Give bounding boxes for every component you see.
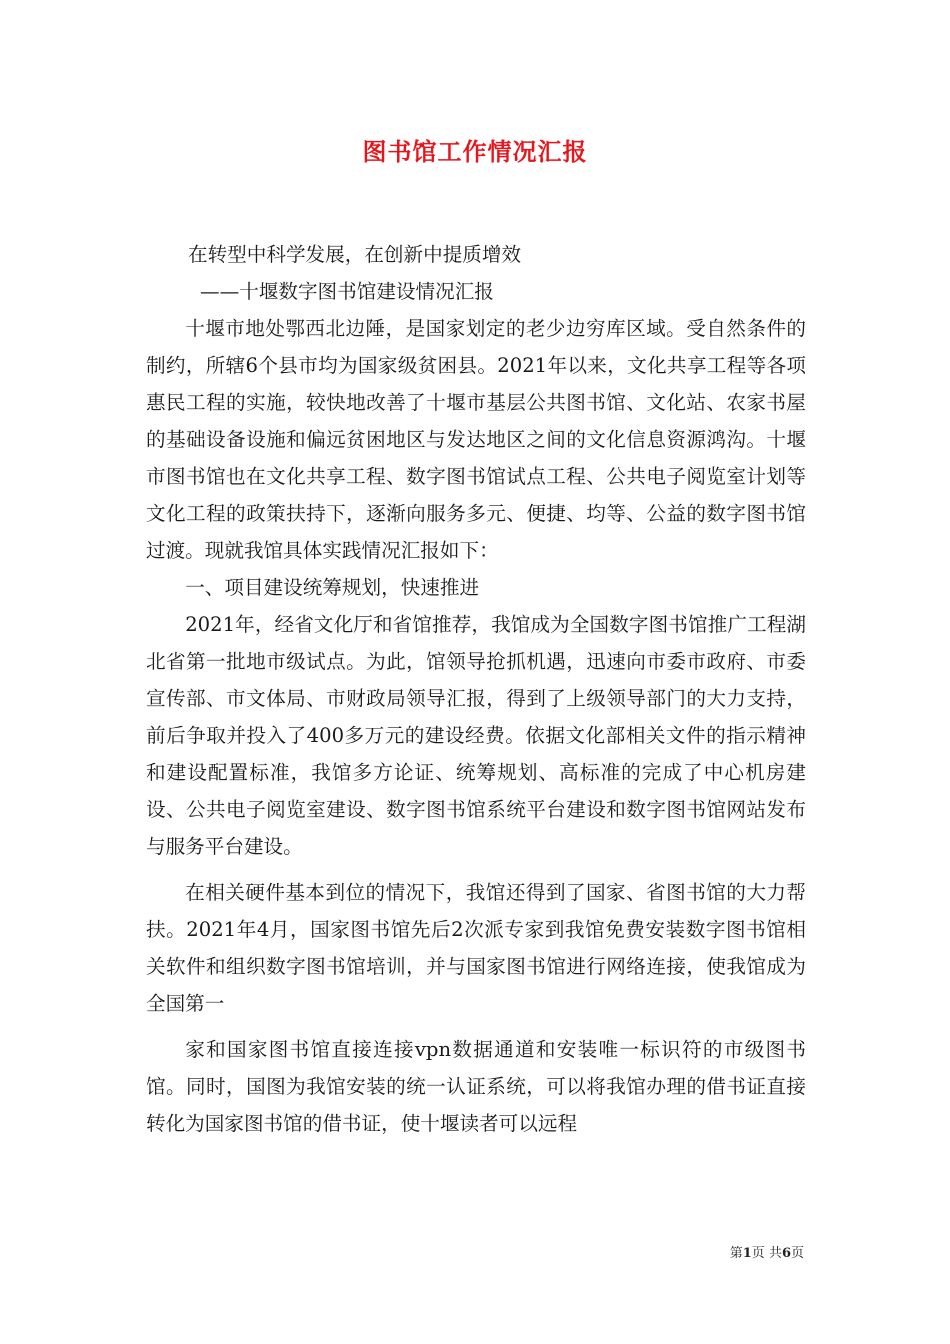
page-middle: 页 共	[751, 1246, 782, 1261]
paragraph: 十堰市地处鄂西北边陲，是国家划定的老少边穷库区域。受自然条件的制约，所辖6个县市均为国家级贫困县。2021年以来，文化共享工程等各项惠民工程的实施，较快地改善了十堰市基层公共图书馆、文化站、农家书屋的基础设备设施和偏远贫困地区与发达地区之间的文化信息资源鸿沟。十堰市图书馆也在文化共享工程、数字图书馆试点工程、公共电子阅览室计划等文化工程的政策扶持下，逐渐向服务多元、便捷、均等、公益的数字图书馆过渡。现就我馆具体实践情况汇报如下：	[146, 317, 806, 562]
subtitle-secondary: ——十堰数字图书馆建设情况汇报	[200, 280, 494, 303]
page-number	[730, 1242, 804, 1261]
document-body	[146, 236, 806, 1142]
page-prefix: 第	[729, 1246, 743, 1261]
page-suffix: 页	[790, 1246, 804, 1261]
page-title: 图书馆工作情况汇报	[362, 137, 588, 166]
paragraph: 家和国家图书馆直接连接vpn数据通道和安装唯一标识符的市级图书馆。同时，国图为我馆安装的统一认证系统，可以将我馆办理的借书证直接转化为国家图书馆的借书证，使十堰读者可以远程	[146, 1038, 806, 1135]
subtitle: 在转型中科学发展，在创新中提质增效	[188, 243, 522, 266]
paragraph: 在相关硬件基本到位的情况下，我馆还得到了国家、省图书馆的大力帮扶。2021年4月，国家图书馆先后2次派专家到我馆免费安装数字图书馆相关软件和组织数字图书馆培训，并与国家图书馆进行网络连接，使我馆成为全国第一	[146, 881, 806, 1015]
section-heading: 一、项目建设统筹规划，快速推进	[185, 576, 480, 599]
current-page: 1	[742, 1246, 752, 1261]
total-pages: 6	[781, 1246, 791, 1261]
paragraph: 2021年，经省文化厅和省馆推荐，我馆成为全国数字图书馆推广工程湖北省第一批地市级试点。为此，馆领导抢抓机遇，迅速向市委市政府、市委宣传部、市文体局、市财政局领导汇报，得到了上级领导部门的大力支持，前后争取并投入了400多万元的建设经费。依据文化部相关文件的指示精神和建设配置标准，我馆多方论证、统筹规划、高标准的完成了中心机房建设、公共电子阅览室建设、数字图书馆系统平台建设和数字图书馆网站发布与服务平台建设。	[146, 613, 806, 858]
